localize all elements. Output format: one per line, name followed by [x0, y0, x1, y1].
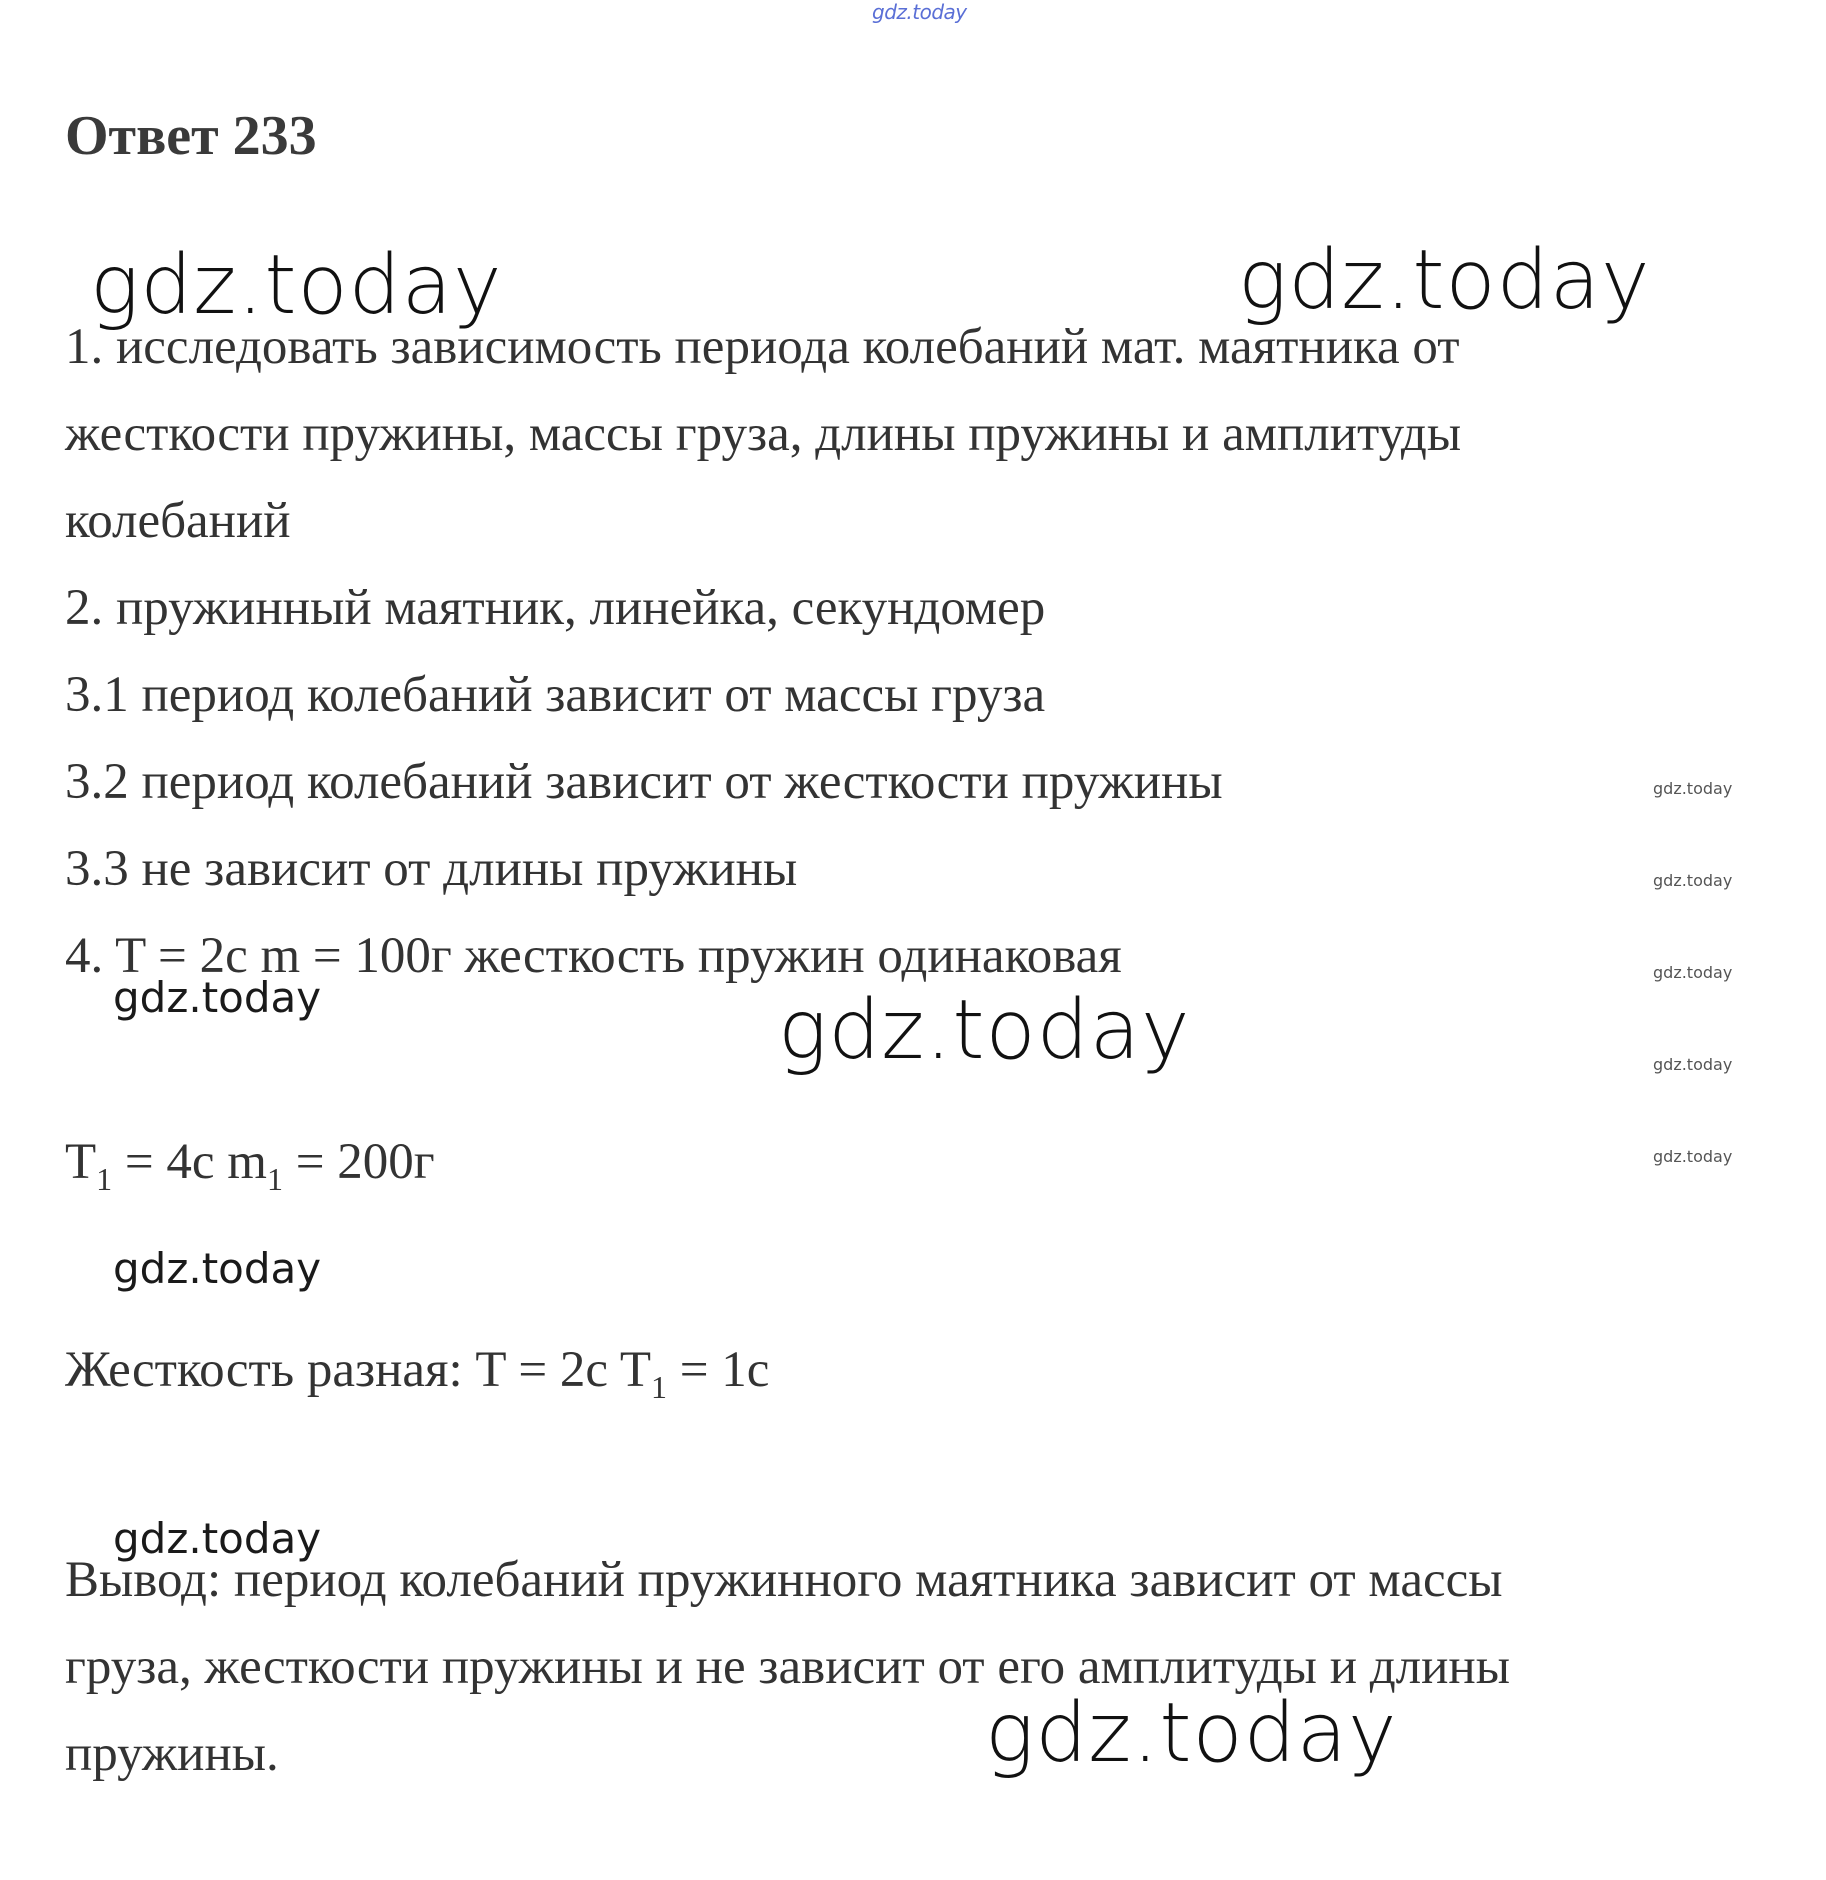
answer-line-3: колебаний [65, 493, 291, 549]
watermark-large-3: gdz.today [778, 983, 1191, 1078]
header-watermark: gdz.today [872, 0, 967, 24]
answer-line-7: 3.3 не зависит от длины пружины [65, 841, 798, 897]
conclusion-line-2: груза, жесткости пружины и не зависит от его амплитуды и длины [65, 1639, 1510, 1695]
watermark-medium-1: gdz.today [113, 973, 322, 1022]
answer-line-1: 1. исследовать зависимость периода колебаний мат. маятника от [65, 319, 1460, 375]
watermark-small-3: gdz.today [1653, 963, 1733, 982]
watermark-medium-3: gdz.today [113, 1514, 322, 1563]
watermark-large-2: gdz.today [1238, 233, 1651, 328]
answer-line-8: 4. T = 2c m = 100г жесткость пружин одинаковая [65, 928, 1122, 984]
formula-line-1: $T_1 = 4c$ $m_1 = 200г$ [65, 1134, 435, 1197]
watermark-small-1: gdz.today [1653, 779, 1733, 798]
answer-line-5: 3.1 период колебаний зависит от массы груза [65, 667, 1046, 723]
conclusion-line-1: Вывод: период колебаний пружинного маятника зависит от массы [65, 1552, 1503, 1608]
watermark-large-4: gdz.today [985, 1686, 1398, 1781]
answer-line-2: жесткости пружины, массы груза, длины пружины и амплитуды [65, 406, 1462, 462]
watermark-small-2: gdz.today [1653, 871, 1733, 890]
watermark-small-4: gdz.today [1653, 1055, 1733, 1074]
watermark-medium-2: gdz.today [113, 1244, 322, 1293]
watermark-large-1: gdz.today [90, 238, 503, 333]
answer-line-6: 3.2 период колебаний зависит от жесткости пружины [65, 754, 1223, 810]
answer-line-4: 2. пружинный маятник, линейка, секундомер [65, 580, 1046, 636]
watermark-small-5: gdz.today [1653, 1147, 1733, 1166]
formula-line-2: Жесткость разная: T = 2c $T_1 = 1c$ [65, 1342, 770, 1405]
page-title: Ответ 233 [65, 105, 317, 167]
conclusion-line-3: пружины. [65, 1726, 279, 1782]
